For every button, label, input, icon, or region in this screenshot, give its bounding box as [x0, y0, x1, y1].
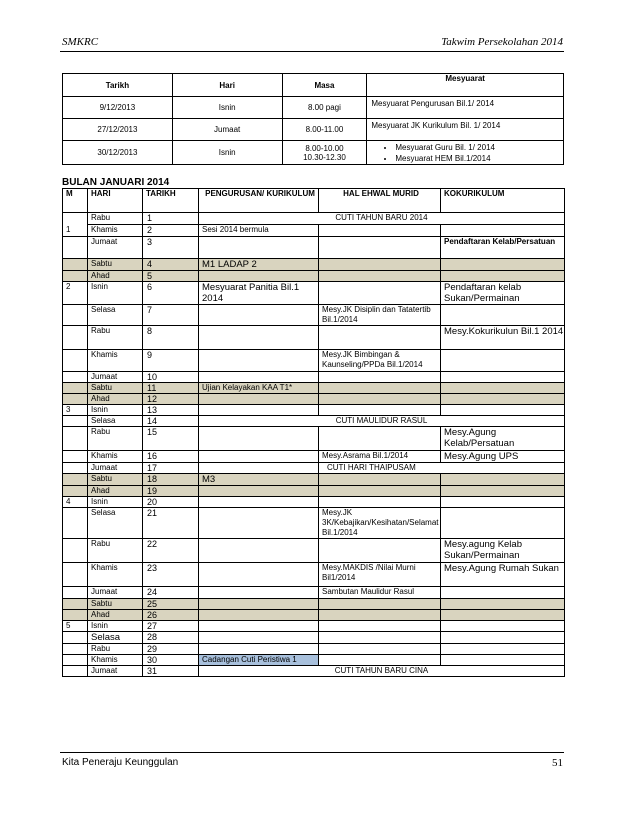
table-row	[63, 405, 565, 416]
january-header-row	[63, 189, 565, 213]
koko-cell: Pendaftaran Kelab/Persatuan	[441, 237, 565, 259]
hem-cell	[319, 383, 441, 394]
date-cell: 9	[143, 350, 199, 372]
table-row	[63, 563, 565, 587]
week-cell	[63, 394, 88, 405]
date-cell: 8	[143, 326, 199, 350]
day-cell: Khamis	[88, 563, 143, 587]
day-cell: Rabu	[88, 427, 143, 451]
hem-cell	[319, 655, 441, 666]
table-row	[63, 237, 565, 259]
day-cell: Isnin	[88, 282, 143, 305]
meeting-row	[63, 97, 564, 119]
table-row	[63, 486, 565, 497]
koko-cell	[441, 655, 565, 666]
koko-cell	[441, 225, 565, 237]
pengurusan-cell	[199, 599, 319, 610]
date-cell: 25	[143, 599, 199, 610]
day-cell: Khamis	[88, 350, 143, 372]
date-cell: 3	[143, 237, 199, 259]
koko-cell	[441, 621, 565, 632]
day-cell: Ahad	[88, 486, 143, 497]
koko-cell	[441, 508, 565, 539]
meeting-time	[282, 141, 367, 165]
day-cell: Sabtu	[88, 383, 143, 394]
koko-cell	[441, 305, 565, 326]
table-row	[63, 655, 565, 666]
date-cell: 30	[143, 655, 199, 666]
table-row	[63, 225, 565, 237]
date-cell: 11	[143, 383, 199, 394]
hem-cell	[319, 237, 441, 259]
day-cell: Ahad	[88, 610, 143, 621]
date-cell: 13	[143, 405, 199, 416]
week-number: 5	[63, 621, 88, 632]
pengurusan-cell	[199, 621, 319, 632]
pengurusan-cell	[199, 486, 319, 497]
week-cell	[63, 666, 88, 677]
pengurusan-cell	[199, 463, 319, 474]
week-cell	[63, 610, 88, 621]
col-mesyuarat: Mesyuarat	[367, 74, 564, 97]
week-cell	[63, 486, 88, 497]
date-cell: 2	[143, 225, 199, 237]
date-cell: 24	[143, 587, 199, 599]
pengurusan-cell	[199, 539, 319, 563]
hem-cell	[319, 326, 441, 350]
holiday-cell: CUTI TAHUN BARU CINA	[199, 666, 565, 677]
footer-divider	[60, 752, 564, 753]
day-cell: Sabtu	[88, 259, 143, 271]
hem-cell	[319, 486, 441, 497]
week-cell	[63, 563, 88, 587]
day-cell: Isnin	[88, 621, 143, 632]
day-cell: Khamis	[88, 451, 143, 463]
date-cell: 17	[143, 463, 199, 474]
koko-cell: Mesy.Agung UPS	[441, 451, 565, 463]
koko-cell	[441, 644, 565, 655]
table-row	[63, 463, 565, 474]
hem-cell	[319, 539, 441, 563]
meeting-day: Isnin	[172, 141, 282, 165]
koko-cell	[441, 350, 565, 372]
koko-cell: Mesy.Agung Rumah Sukan	[441, 563, 565, 587]
meeting-time: 8.00 pagi	[282, 97, 367, 119]
week-cell	[63, 587, 88, 599]
pengurusan-cell: Sesi 2014 bermula	[199, 225, 319, 237]
pengurusan-cell	[199, 271, 319, 282]
hem-cell: Mesy.JK 3K/Kebajikan/Kesihatan/Selamat Bil.1/2014	[319, 508, 441, 539]
meeting-day: Jumaat	[172, 119, 282, 141]
day-cell: Jumaat	[88, 666, 143, 677]
week-number: 4	[63, 497, 88, 508]
hem-cell: Sambutan Maulidur Rasul	[319, 587, 441, 599]
week-cell	[63, 539, 88, 563]
koko-cell	[441, 599, 565, 610]
koko-cell: Mesy.Agung Kelab/Persatuan	[441, 427, 565, 451]
week-cell	[63, 271, 88, 282]
date-cell: 28	[143, 632, 199, 644]
koko-cell	[441, 372, 565, 383]
hem-cell	[319, 621, 441, 632]
table-row	[63, 666, 565, 677]
page-header-left: SMKRC	[62, 36, 99, 48]
meeting-item: • Mesyuarat Guru Bil. 1/ 2014	[395, 142, 563, 153]
meeting-date: 30/12/2013	[63, 141, 173, 165]
meeting-day: Isnin	[172, 97, 282, 119]
table-row	[63, 621, 565, 632]
date-cell: 18	[143, 474, 199, 486]
table-row	[63, 213, 565, 225]
pengurusan-cell: M3	[199, 474, 319, 486]
holiday-cell: CUTI HARI THAIPUSAM	[319, 463, 565, 474]
col-pengurusan: PENGURUSAN/ KURIKULUM	[199, 189, 319, 213]
day-cell: Rabu	[88, 213, 143, 225]
pengurusan-cell	[199, 497, 319, 508]
pengurusan-cell: M1 LADAP 2	[199, 259, 319, 271]
koko-cell	[441, 486, 565, 497]
week-number: 3	[63, 405, 88, 416]
hem-cell: Mesy.JK Bimbingan & Kaunseling/PPDa Bil.1/2014	[319, 350, 441, 372]
hem-cell	[319, 474, 441, 486]
table-row	[63, 508, 565, 539]
col-tarikh: Tarikh	[63, 74, 173, 97]
pengurusan-cell	[199, 372, 319, 383]
table-row	[63, 271, 565, 282]
week-cell	[63, 305, 88, 326]
table-row	[63, 497, 565, 508]
day-cell: Jumaat	[88, 463, 143, 474]
date-cell: 15	[143, 427, 199, 451]
pengurusan-cell	[199, 427, 319, 451]
date-cell: 7	[143, 305, 199, 326]
week-number: 1	[63, 225, 88, 237]
holiday-cell: CUTI MAULIDUR RASUL	[199, 416, 565, 427]
table-row	[63, 350, 565, 372]
week-cell	[63, 416, 88, 427]
week-cell	[63, 644, 88, 655]
week-cell	[63, 259, 88, 271]
date-cell: 1	[143, 213, 199, 225]
pengurusan-cell: Cadangan Cuti Peristiwa 1	[199, 655, 319, 666]
table-row	[63, 305, 565, 326]
hem-cell: Mesy.Asrama Bil.1/2014	[319, 451, 441, 463]
day-cell: Jumaat	[88, 587, 143, 599]
pengurusan-cell	[199, 644, 319, 655]
koko-cell	[441, 610, 565, 621]
day-cell: Khamis	[88, 655, 143, 666]
table-row	[63, 539, 565, 563]
date-cell: 20	[143, 497, 199, 508]
hem-cell	[319, 405, 441, 416]
meeting-date: 27/12/2013	[63, 119, 173, 141]
col-koko: KOKURIKULUM	[441, 189, 565, 213]
pengurusan-cell	[199, 587, 319, 599]
week-cell	[63, 508, 88, 539]
hem-cell	[319, 259, 441, 271]
koko-cell	[441, 271, 565, 282]
week-cell	[63, 372, 88, 383]
hem-cell	[319, 644, 441, 655]
meeting-time: 8.00-11.00	[282, 119, 367, 141]
day-cell: Ahad	[88, 271, 143, 282]
table-row	[63, 427, 565, 451]
hem-cell	[319, 632, 441, 644]
week-cell	[63, 427, 88, 451]
pengurusan-cell	[199, 508, 319, 539]
date-cell: 19	[143, 486, 199, 497]
meeting-item: • Mesyuarat HEM Bil.1/2014	[395, 153, 563, 164]
table-row	[63, 394, 565, 405]
col-tarikh: TARIKH	[143, 189, 199, 213]
header-divider	[60, 51, 564, 52]
hem-cell	[319, 282, 441, 305]
pengurusan-cell	[199, 563, 319, 587]
meeting-row	[63, 141, 564, 165]
meeting-time-1: 8.00-10.00	[305, 143, 344, 153]
pengurusan-cell	[199, 394, 319, 405]
table-row	[63, 326, 565, 350]
week-cell	[63, 213, 88, 225]
meeting-title: Mesyuarat Pengurusan Bil.1/ 2014	[367, 97, 564, 119]
col-masa: Masa	[282, 74, 367, 97]
day-cell: Rabu	[88, 539, 143, 563]
date-cell: 26	[143, 610, 199, 621]
day-cell: Sabtu	[88, 474, 143, 486]
col-hari: Hari	[172, 74, 282, 97]
pengurusan-cell	[199, 237, 319, 259]
week-cell	[63, 383, 88, 394]
day-cell: Isnin	[88, 405, 143, 416]
page-number: 51	[552, 757, 563, 769]
koko-cell	[441, 259, 565, 271]
table-row	[63, 610, 565, 621]
table-row	[63, 474, 565, 486]
hem-cell	[319, 599, 441, 610]
koko-cell: Pendaftaran kelab Sukan/Permainan	[441, 282, 565, 305]
koko-cell	[441, 632, 565, 644]
date-cell: 10	[143, 372, 199, 383]
pengurusan-cell	[199, 350, 319, 372]
week-cell	[63, 237, 88, 259]
week-cell	[63, 599, 88, 610]
pengurusan-cell: Mesyuarat Panitia Bil.1 2014	[199, 282, 319, 305]
week-cell	[63, 451, 88, 463]
hem-cell	[319, 497, 441, 508]
week-cell	[63, 474, 88, 486]
koko-cell	[441, 497, 565, 508]
week-cell	[63, 350, 88, 372]
col-hari: HARI	[88, 189, 143, 213]
hem-cell: Mesy.JK Disiplin dan Tatatertib Bil.1/2014	[319, 305, 441, 326]
week-cell	[63, 655, 88, 666]
hem-cell	[319, 372, 441, 383]
koko-cell	[441, 405, 565, 416]
day-cell: Selasa	[88, 305, 143, 326]
page-header-right: Takwim Persekolahan 2014	[441, 36, 563, 48]
pengurusan-cell: Ujian Kelayakan KAA T1*	[199, 383, 319, 394]
january-table	[62, 188, 565, 677]
pengurusan-cell	[199, 405, 319, 416]
date-cell: 16	[143, 451, 199, 463]
col-m: M	[63, 189, 88, 213]
day-cell: Rabu	[88, 326, 143, 350]
day-cell: Jumaat	[88, 372, 143, 383]
hem-cell	[319, 225, 441, 237]
table-row	[63, 282, 565, 305]
table-row	[63, 632, 565, 644]
date-cell: 12	[143, 394, 199, 405]
hem-cell	[319, 271, 441, 282]
week-number: 2	[63, 282, 88, 305]
date-cell: 29	[143, 644, 199, 655]
date-cell: 4	[143, 259, 199, 271]
hem-cell	[319, 394, 441, 405]
table-row	[63, 587, 565, 599]
date-cell: 21	[143, 508, 199, 539]
week-cell	[63, 326, 88, 350]
day-cell: Isnin	[88, 497, 143, 508]
table-row	[63, 451, 565, 463]
footer-motto: Kita Peneraju Keunggulan	[62, 757, 179, 768]
meeting-row	[63, 119, 564, 141]
table-row	[63, 372, 565, 383]
day-cell: Rabu	[88, 644, 143, 655]
week-cell	[63, 463, 88, 474]
table-row	[63, 416, 565, 427]
hem-cell	[319, 427, 441, 451]
day-cell: Sabtu	[88, 599, 143, 610]
date-cell: 31	[143, 666, 199, 677]
meeting-title: Mesyuarat JK Kurikulum Bil. 1/ 2014	[367, 119, 564, 141]
pengurusan-cell	[199, 632, 319, 644]
week-cell	[63, 632, 88, 644]
meeting-title	[367, 141, 564, 165]
date-cell: 22	[143, 539, 199, 563]
meeting-time-2: 10.30-12.30	[303, 152, 346, 162]
pengurusan-cell	[199, 305, 319, 326]
holiday-cell: CUTI TAHUN BARU 2014	[199, 213, 565, 225]
meeting-date: 9/12/2013	[63, 97, 173, 119]
meeting-header-row	[63, 74, 564, 97]
pengurusan-cell	[199, 326, 319, 350]
date-cell: 23	[143, 563, 199, 587]
col-hem: HAL EHWAL MURID	[319, 189, 441, 213]
hem-cell: Mesy.MAKDIS /Nilai Murni Bil1/2014	[319, 563, 441, 587]
day-cell: Khamis	[88, 225, 143, 237]
koko-cell: Mesy.Kokurikulun Bil.1 2014	[441, 326, 565, 350]
date-cell: 27	[143, 621, 199, 632]
date-cell: 14	[143, 416, 199, 427]
day-cell: Selasa	[88, 416, 143, 427]
section-title: BULAN JANUARI 2014	[62, 177, 170, 188]
pengurusan-cell	[199, 451, 319, 463]
koko-cell: Mesy.agung Kelab Sukan/Permainan	[441, 539, 565, 563]
meeting-table	[62, 73, 564, 165]
table-row	[63, 644, 565, 655]
koko-cell	[441, 383, 565, 394]
table-row	[63, 259, 565, 271]
koko-cell	[441, 394, 565, 405]
table-row	[63, 599, 565, 610]
pengurusan-cell	[199, 610, 319, 621]
date-cell: 5	[143, 271, 199, 282]
day-cell: Jumaat	[88, 237, 143, 259]
date-cell: 6	[143, 282, 199, 305]
koko-cell	[441, 587, 565, 599]
koko-cell	[441, 474, 565, 486]
day-cell: Ahad	[88, 394, 143, 405]
table-row	[63, 383, 565, 394]
hem-cell	[319, 610, 441, 621]
day-cell: Selasa	[88, 508, 143, 539]
day-cell: Selasa	[88, 632, 143, 644]
